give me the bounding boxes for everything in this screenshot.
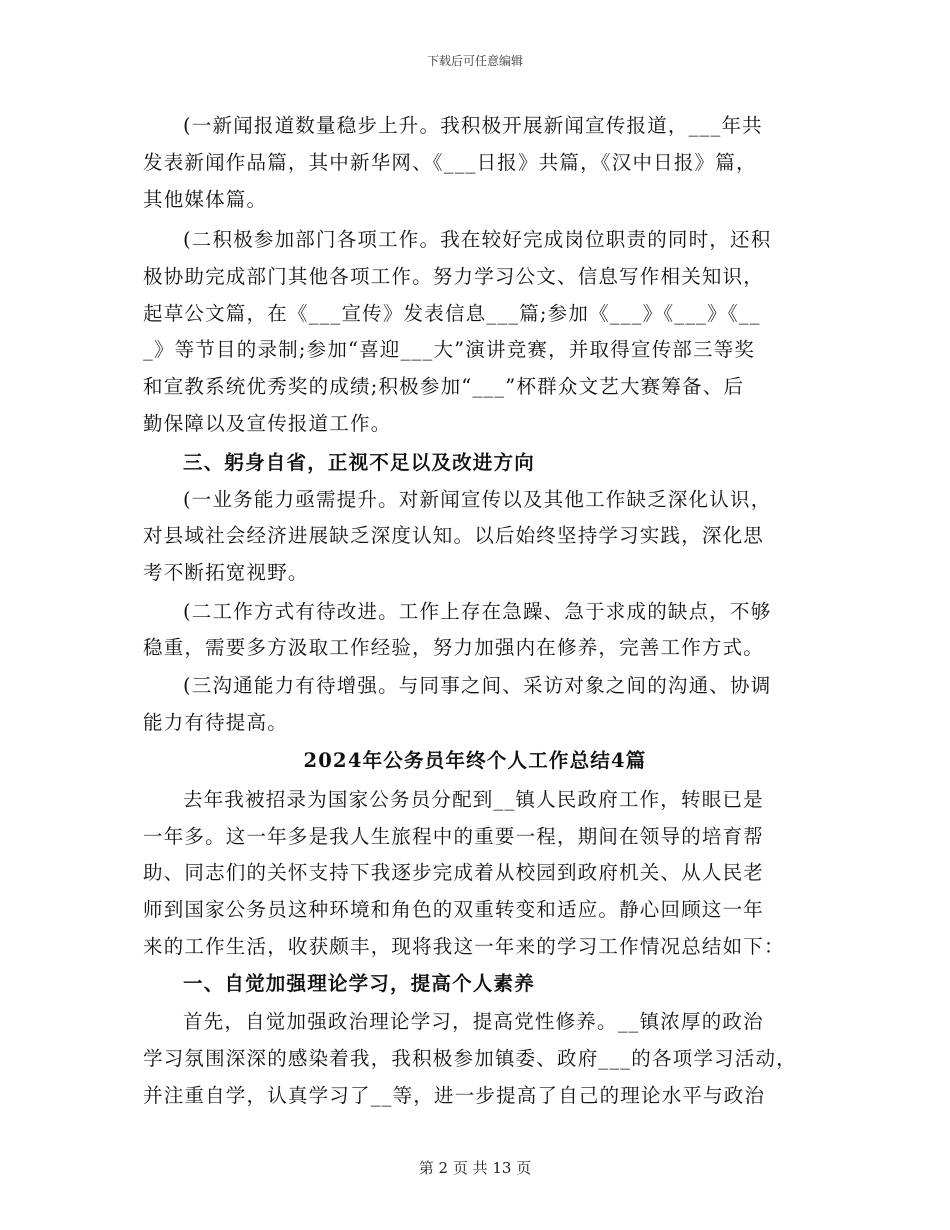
paragraph-line: (一新闻报道数量稳步上升。我积极开展新闻宣传报道，___年共: [183, 114, 763, 137]
paragraph-line: 稳重，需要多方汲取工作经验，努力加强内在修养，完善工作方式。: [143, 636, 765, 659]
paragraph-line: 首先，自觉加强政治理论学习，提高党性修养。__镇浓厚的政治: [183, 1010, 764, 1033]
section-heading: 三、躬身自省，正视不足以及改进方向: [183, 451, 535, 474]
paragraph-line: 来的工作生活，收获颇丰，现将我这一年来的学习工作情况总结如下：: [143, 935, 785, 958]
page-footer: 第 2 页 共 13 页: [418, 1159, 532, 1177]
paragraph-line: _》等节目的录制;参加“喜迎___大”演讲竞赛，并取得宣传部三等奖: [143, 338, 756, 361]
paragraph-line: 去年我被招录为国家公务员分配到__镇人民政府工作，转眼已是: [183, 788, 764, 811]
paragraph-line: (三沟通能力有待增强。与同事之间、采访对象之间的沟通、协调: [183, 674, 772, 697]
paragraph-line: 助、同志们的关怀支持下我逐步完成着从校园到政府机关、从人民老: [143, 861, 765, 884]
paragraph-line: 对县域社会经济进展缺乏深度认知。以后始终坚持学习实践，深化思: [143, 524, 765, 547]
paragraph-line: 发表新闻作品篇，其中新华网、《___日报》共篇，《汉中日报》篇，: [143, 151, 757, 174]
section-heading: 一、自觉加强理论学习，提高个人素养: [183, 972, 535, 995]
paragraph-line: 勤保障以及宣传报道工作。: [143, 412, 392, 435]
paragraph-line: 并注重自学，认真学习了__等，进一步提高了自己的理论水平与政治: [143, 1084, 766, 1107]
paragraph-line: 学习氛围深深的感染着我，我积极参加镇委、政府___的各项学习活动，: [143, 1047, 797, 1070]
paragraph-line: 其他媒体篇。: [143, 188, 268, 211]
paragraph-line: (二积极参加部门各项工作。我在较好完成岗位职责的同时，还积: [183, 228, 772, 251]
paragraph-line: 考不断拓宽视野。: [143, 561, 309, 584]
paragraph-line: 极协助完成部门其他各项工作。努力学习公文、信息写作相关知识，: [143, 265, 765, 288]
paragraph-line: 能力有待提高。: [143, 711, 288, 734]
page-header: 下载后可任意编辑: [426, 54, 523, 68]
document-title: 2024年公务员年终个人工作总结4篇: [303, 749, 647, 772]
paragraph-line: 起草公文篇，在《___宣传》发表信息___篇;参加《___》《___》《__: [143, 302, 761, 325]
paragraph-line: 一年多。这一年多是我人生旅程中的重要一程，期间在领导的培育帮: [143, 825, 765, 848]
paragraph-line: (一业务能力亟需提升。对新闻宣传以及其他工作缺乏深化认识，: [183, 488, 772, 511]
paragraph-line: 和宣教系统优秀奖的成绩;积极参加“___”杯群众文艺大赛筹备、后: [143, 375, 745, 398]
paragraph-line: 师到国家公务员这种环境和角色的双重转变和适应。静心回顾这一年: [143, 898, 765, 921]
paragraph-line: (二工作方式有待改进。工作上存在急躁、急于求成的缺点，不够: [183, 600, 772, 623]
